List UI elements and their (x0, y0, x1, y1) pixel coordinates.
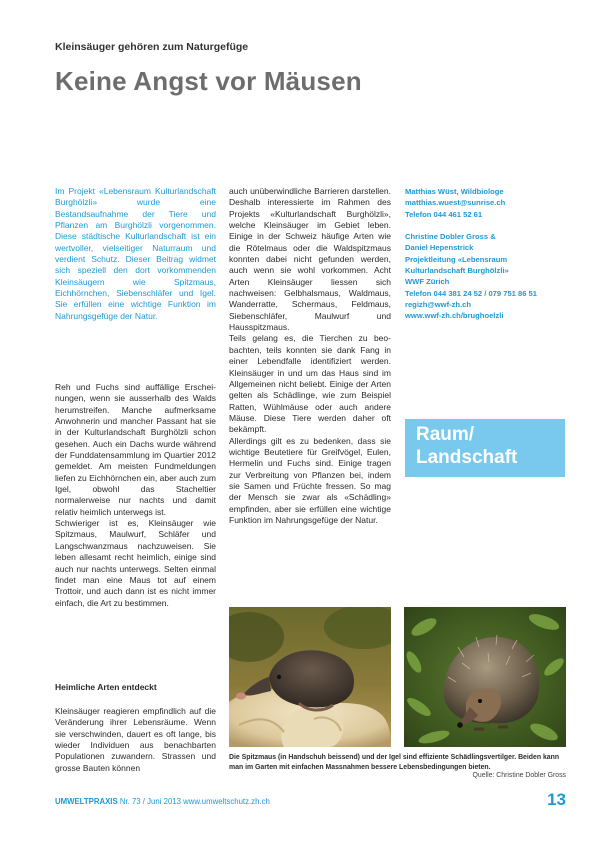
col2-paragraph-2: Teils gelang es, die Tierchen zu beobachten, teils konnten sie dank Fang in einer Lebendfalle identifiziert werden. Kleinsäuger in und um das Haus sind im Allgemeinen nicht beliebt. Einige der Arten gelten als Schädlinge, wie zum Beispiel Ratten, Wühlmäuse oder auch andere Mäuse. Diese Tiere werden daher oft bekämpft. (229, 333, 391, 435)
footer-brand: UMWELTPRAXIS (55, 797, 118, 806)
shrew-illustration (229, 607, 391, 747)
contact-org: WWF Zürich (405, 277, 450, 287)
column-1 (55, 382, 216, 609)
hedgehog-photo (404, 607, 566, 747)
col1-paragraph-1: Reh und Fuchs sind auffällige Erscheinungen, wenn sie ausserhalb des Walds herumstreifen. Manche aufmerksame Anwohnerin und mancher Passant hat sie in der Kulturlandschaft Burghölzli schon gesehen. Auch ein Dachs wurde während der Funddatensammlung im Quartier 2012 gemeldet. Am meisten Fundmeldungen liefen zu Eichhörnchen ein, aber auch zum Igel, obwohl das Stacheltier normalerweise nur nachts und damit relativ heimlich unterwegs ist. (55, 382, 216, 517)
kicker: Kleinsäuger gehören zum Naturgefüge (55, 41, 249, 53)
contact-block-1 (405, 186, 555, 220)
photo-credit: Quelle: Christine Dobler Gross (472, 772, 566, 779)
col2-paragraph-3: Allerdings gilt es zu bedenken, dass sie wichtige Beutetiere für Greifvögel, Eulen, Hermelin und Fuchs sind. Einige tragen zur Verbreitung von Pflanzen bei, indem sie Samen und Früchte fressen. So mag der Mensch sie zwar als «Schädling» empfinden, aber sie erfüllen eine wichtige Funktion im Nahrungsgefüge der Natur. (229, 435, 391, 525)
contact-email[interactable]: matthias.wuest@sunrise.ch (405, 198, 506, 208)
contact-name: Christine Dobler Gross & (405, 232, 496, 242)
col1-paragraph-3: Kleinsäuger reagieren empfindlich auf die Veränderung ihrer Lebensräume. Wenn sie verschwinden, dauert es oft lange, bis wieder Individuen aus benachbarten Populationen zuwandern. Strassen und grosse Bauten können (55, 706, 216, 773)
column-1-continued (55, 706, 216, 774)
contact-website[interactable]: www.wwf-zh.ch/brughoelzli (405, 311, 504, 321)
hedgehog-illustration (404, 607, 566, 747)
contact-role: Projektleitung «Lebensraum (405, 254, 508, 264)
contact-phone: Telefon 044 461 52 61 (405, 209, 483, 219)
col1-paragraph-2: Schwieriger ist es, Kleinsäuger wie Spitzmaus, Maulwurf, Schläfer und Langschwanzmaus nachzuweisen. Sie leben allesamt recht heimlich, einige sind auch nur nachts unterwegs. Selten einmal findet man eine Maus tot auf einem Trottoir, und auch dann ist es nicht immer einfach, die Art zu bestimmen. (55, 518, 216, 608)
photo-caption: Die Spitzmaus (in Handschuh beissend) und der Igel sind effiziente Schädlingsvertilger. Beiden kann man im Garten mit einfachen Massnahmen bessere Lebensbedingungen bieten. (229, 754, 560, 771)
footer (55, 797, 270, 806)
contact-name: Daniel Hepenstrick (405, 243, 474, 253)
shrew-photo (229, 607, 391, 747)
badge-line-2: Landschaft (416, 447, 518, 468)
headline: Keine Angst vor Mäusen (55, 66, 362, 96)
intro-text: Im Projekt «Lebensraum Kulturlandschaft Burghölzli» wurde eine Bestandsaufnahme der Tiere und Pflanzen am Burghölzli vorgenommen. Diese städtische Kulturlandschaft ist ein wertvoller, vielseitiger Naturraum und verdient Schutz. Dieser Beitrag widmet sich speziell den dort vorkommenden Kleinsäugern wie Spitzmaus, Eichhörnchen, Siebenschläfer und Igel. Sie erfüllen eine wichtige Funktion im Nahrungsgefüge der Natur. (55, 186, 216, 321)
intro-lead (55, 186, 216, 322)
section-badge (405, 419, 565, 477)
footer-url[interactable]: www.umweltschutz.zh.ch (183, 797, 270, 806)
contact-block-2 (405, 231, 555, 321)
badge-line-1: Raum/ (416, 424, 475, 445)
page-number: 13 (547, 790, 566, 809)
contact-role: Kulturlandschaft Burghölzli» (405, 266, 509, 276)
contact-name: Matthias Wüst, Wildbiologe (405, 187, 504, 196)
contact-box (405, 186, 555, 333)
contact-email[interactable]: regizh@wwf-zh.ch (405, 299, 472, 309)
contact-phone: Telefon 044 381 24 52 / 079 751 86 51 (405, 288, 538, 298)
subheading: Heimliche Arten entdeckt (55, 682, 157, 692)
column-2 (229, 186, 391, 526)
col2-paragraph-1: auch unüberwindliche Barrieren darstellen. Deshalb interessierte im Rahmen des Projekts «Kulturlandschaft Burghölzli», welche Kleinsäuger im Gebiet leben. Einige in der Schweiz häufige Arten wie die Rötelmaus oder die Waldspitzmaus konnten dabei nicht gefunden werden, auch wenn sie wohl vorkommen. Acht Arten Kleinsäuger liessen sich nachweisen: Gelbhalsmaus, Waldmaus, Wanderratte, Schermaus, Feldmaus, Siebenschläfer, Maulwurf und Hausspitzmaus. (229, 186, 391, 333)
footer-issue: Nr. 73 / Juni 2013 (119, 797, 181, 806)
